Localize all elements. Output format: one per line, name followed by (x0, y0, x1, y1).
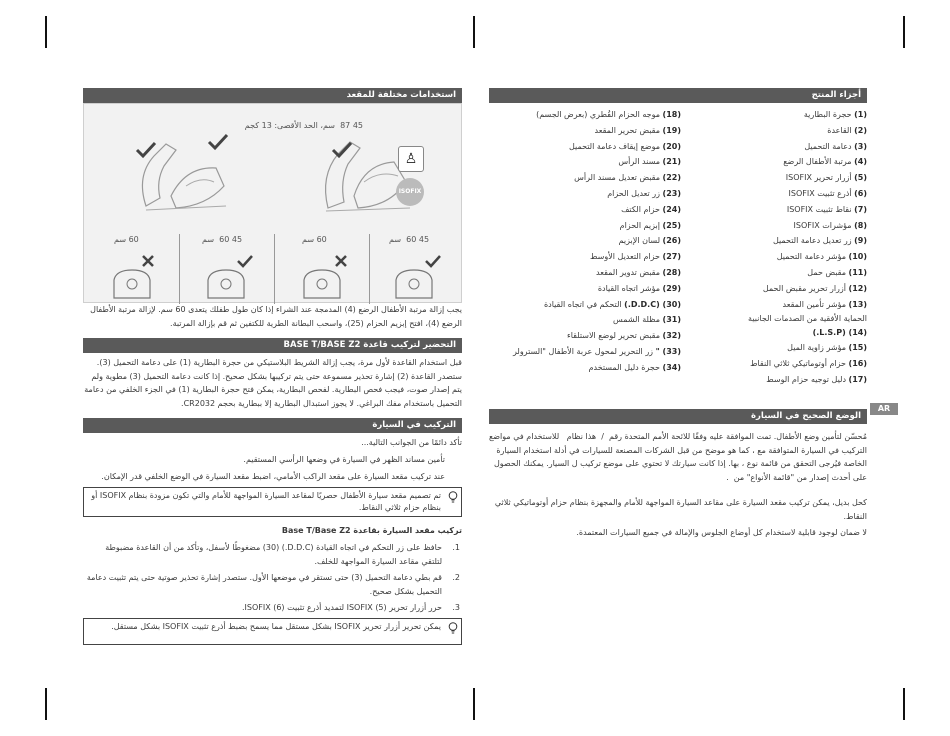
part-item: (4) مرتبة الأطفال الرضع (783, 157, 867, 167)
crop-mark-bottom-center (473, 688, 475, 720)
cross-icon (141, 254, 155, 268)
install-step (83, 601, 462, 615)
part-item: (10) مؤشر دعامة التحميل (776, 252, 867, 262)
isofix-badge-icon: ISOFIX (396, 178, 424, 206)
part-item: (23) زر تعديل الحزام (607, 188, 681, 198)
part-item: (20) موضع إيقاف دعامة التحميل (568, 141, 681, 151)
car-rear-facing-icon (202, 264, 250, 304)
step-number: 1. (452, 543, 460, 552)
figure-range-text: 45 ‎ 87 سم، الحد الأقصى: 13 كجم (244, 121, 363, 130)
car-bullet: عند تركيب مقعد السيارة على مقعد الراكب الأمامي، اضبط مقعد السيارة في الوضع الخلفي قدر الإمكان. (101, 472, 445, 481)
info-bulb-icon (448, 622, 458, 634)
car-forward-facing-icon (298, 264, 346, 304)
part-item: (33) " زر التحرير لمحول عربة الأطفال "السترولر (512, 346, 681, 356)
part-item: (32) مقبض تحرير لوضع الاستلقاء (566, 331, 681, 341)
language-tab: AR (870, 403, 898, 415)
car-intro: تأكد دائمًا من الجوانب التالية... (361, 438, 462, 447)
install-steps (83, 541, 462, 615)
part-item: (1) حجرة البطارية (803, 110, 867, 119)
fit-header: الوضع الصحيح في السيارة (489, 409, 867, 424)
parts-header: أجزاء المنتج (489, 88, 867, 103)
info-bulb-icon (448, 491, 458, 503)
part-item: (8) مؤشرات ISOFIX (793, 220, 867, 230)
part-item: (2) القاعدة (827, 125, 867, 135)
child-seat-icon: ♙ (398, 146, 424, 172)
part-item: (30) (D.D.C.) التحكم في اتجاه القيادة (543, 299, 681, 309)
isofix-note (83, 487, 462, 517)
part-item: الحماية الأفقية من الصدمات الجانبية (14) (L.S.P.) (748, 314, 867, 338)
part-item: (26) لسان الإبزيم (618, 236, 681, 246)
part-item: (9) زر تعديل دعامة التحميل (772, 236, 867, 246)
part-item: (24) حزام الكتف (621, 204, 681, 214)
part-item: (3) دعامة التحميل (804, 141, 867, 151)
height-label: 60 سم (302, 235, 327, 244)
fit-paragraph-1: مُحسّن لتأمين وضع الأطفال. تمت الموافقة عليه وفقًا للائحة الأمم المتحدة رقم / هذا نظام ‎ للاستخدام في مواضع التركيب في السيارة المتوافقة مع ، كما هو موضح من قبل الشركات المصنعة للسيارات في أدلة استخدام السيارة الخاصة فيُرجى التحقق من قائمة نوع ، بها. إذا كانت سيارتك لا تحتوي على موضع تركيب ل السيار. يمكنك الحصول على أحدث إصدار من "قائمة الأنواع" من . (489, 432, 867, 482)
step-text: حرر أزرار تحرير ISOFIX (5) لتمديد أذرع تثبيت ISOFIX (6). (241, 603, 442, 612)
part-item: (19) مقبض تحرير المقعد (594, 125, 681, 135)
install-step (83, 571, 462, 598)
cross-icon (334, 254, 348, 268)
part-item: (22) مقبض تعديل مسند الرأس (574, 173, 681, 183)
height-label: 45 ‎ 60 سم (389, 235, 430, 244)
part-item: (5) أزرار تحرير ISOFIX (785, 173, 867, 183)
fit-paragraph-2: كحل بديل، يمكن تركيب مقعد السيارة على مقاعد السيارة المواجهة للأمام والمجهزة بنظام حزام أوتوماتيكي ثلاثي النقاط. (494, 498, 867, 521)
remove-insert-paragraph: يجب إزالة مرتبة الأطفال الرضع (4) المدمجة عند الشراء إذا كان طول طفلك يتعدى 60 سم. لإزالة مرتبة الأطفال الرضع (4)، افتح إبزيم الحزام (25)، واسحب البطانة الطرية للكتفين ثم قم بإزالة المرتبة. (90, 305, 462, 328)
step-number: 2. (452, 573, 460, 582)
install-step (83, 541, 462, 568)
part-item: (31) مظلة الشمس (613, 315, 681, 325)
crop-mark-bottom-right (903, 688, 905, 720)
usage-header: استخدامات مختلفة للمقعد (83, 88, 462, 103)
checkmark-icon (236, 254, 254, 268)
checkmark-icon (330, 140, 354, 160)
crop-mark-bottom-left (45, 688, 47, 720)
release-note (83, 618, 462, 645)
usage-figure (83, 103, 462, 303)
prep-header: التحضير لتركيب قاعدة BASE T/BASE Z2 (83, 338, 462, 353)
crop-mark-top-right (903, 16, 905, 48)
figure-divider (179, 234, 180, 304)
prep-paragraph: قبل استخدام القاعدة لأول مرة، يجب إزالة الشريط البلاستيكي من حجرة البطارية (1) على دعامة التحميل (3). ستصدر القاعدة (2) إشارة تحذير مسموعة حتى يتم تركيبها بشكل صحيح. إذا كانت دعامة التحميل (3) مطوية ولم يتم إصدار صوت، فيجب فحص البطارية. لفحص البطارية، يمكن فتح حجرة البطارية (1) في الجزء الخلفي من دعامة التحميل باستخدام مفك البراغي. لا يجوز استبدال البطارية إلا ببطارية بحجم CR2032. (84, 358, 462, 408)
part-item: (15) مؤشر زاوية الميل (787, 343, 867, 353)
part-item: (12) أزرار تحرير مقبض الحمل (762, 283, 867, 293)
checkmark-icon (206, 132, 230, 152)
step-number: 3. (452, 603, 460, 612)
part-item: (17) دليل توجيه حزام الوسط (766, 374, 867, 384)
crop-mark-top-center (473, 16, 475, 48)
fit-paragraph-3: لا ضمان لوجود قابلية لاستخدام كل أوضاع الجلوس والإمالة في جميع السيارات المعتمدة. (576, 528, 867, 537)
height-label: 60 سم (114, 235, 139, 244)
part-item: (13) مؤشر تأمين المقعد (782, 299, 867, 309)
part-item: (6) أذرع تثبيت ISOFIX (788, 188, 867, 198)
part-item: (21) مسند الرأس (618, 157, 681, 167)
checkmark-icon (134, 140, 158, 160)
parts-list-left (489, 107, 681, 376)
figure-divider (369, 234, 370, 304)
part-item: (28) مقبض تدوير المقعد (596, 267, 681, 277)
part-item: (34) حجرة دليل المستخدم (588, 362, 681, 372)
step-text: قم بطي دعامة التحميل (3) حتى تستقر في موضعها الأول. ستصدر إشارة تحذير صوتية حتى يتم تثبيت دعامة التحميل بشكل صحيح. (86, 573, 442, 596)
height-label: 45 ‎ 60 سم (202, 235, 243, 244)
car-install-header: التركيب في السيارة (83, 418, 462, 433)
part-item: (7) نقاط تثبيت ISOFIX (786, 204, 867, 214)
part-item: (11) مقبض حمل (807, 267, 867, 277)
part-item: (29) مؤشر اتجاه القيادة (597, 283, 681, 293)
checkmark-icon (424, 254, 442, 268)
part-item: (16) حزام أوتوماتيكي ثلاثي النقاط (750, 359, 867, 369)
part-item: (25) إبزيم الحزام (619, 220, 681, 230)
car-rear-facing-icon (108, 264, 156, 304)
step-text: حافظ على زر التحكم في اتجاه القيادة (D.D.C.) (30) مضغوطًا لأسفل، وتأكد من أن القاعدة مضبوطة لتلتقي مقاعد السيارة المواجهة للخلف. (105, 543, 442, 566)
crop-mark-top-left (45, 16, 47, 48)
car-bullet: تأمين مساند الظهر في السيارة في وضعها الرأسي المستقيم. (243, 455, 445, 464)
figure-divider (274, 234, 275, 304)
car-forward-facing-icon (390, 264, 438, 304)
install-title: تركيب مقعد السيارة بقاعدة Base T/Base Z2 (281, 526, 462, 535)
isofix-note-text: تم تصميم مقعد سيارة الأطفال حصريًا لمقاعد السيارة المواجهة للأمام والتي تكون مزودة بنظام ISOFIX أو بنظام حزام ثلاثي النقاط. (91, 491, 441, 512)
parts-list-right (700, 107, 867, 388)
part-item: (27) حزام التعديل الأوسط (590, 252, 681, 262)
part-item: (18) موجه الحزام القُطري (بعرض الجسم) (536, 110, 681, 119)
release-note-text: يمكن تحرير أزرار تحرير ISOFIX بشكل مستقل مما يسمح بضبط أذرع تثبيت ISOFIX بشكل مستقل. (111, 622, 441, 631)
